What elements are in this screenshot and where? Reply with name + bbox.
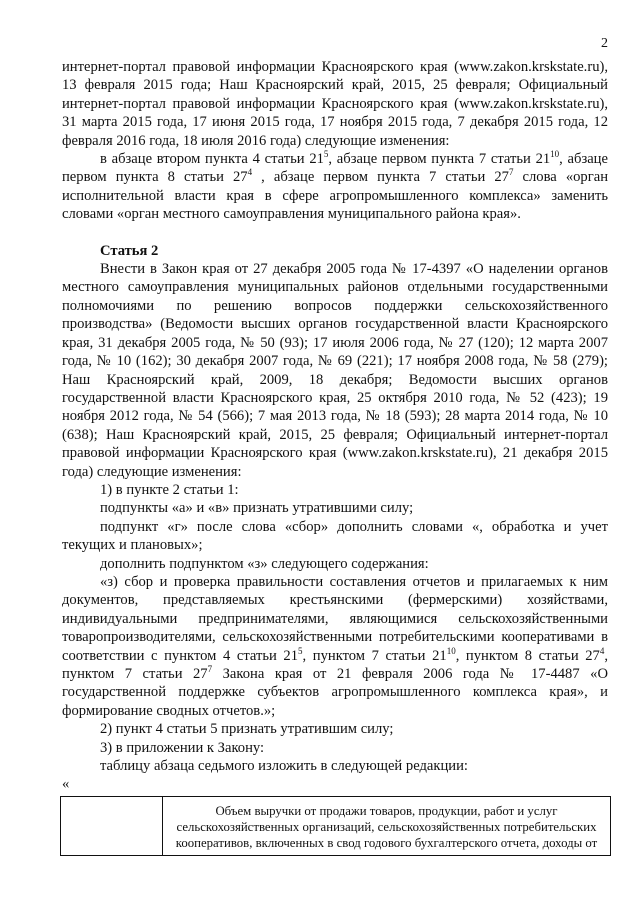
- document-body: [62, 58, 608, 856]
- table-cell-empty: [61, 796, 163, 855]
- table-intro: таблицу абзаца седьмого изложить в следующей редакции:: [100, 758, 468, 775]
- page-number: 2: [601, 36, 608, 51]
- item-2: 2) пункт 4 статьи 5 признать утратившим силу;: [100, 721, 394, 738]
- table-row: [61, 796, 611, 855]
- subitem-g: подпункт «г» после слова «сбор» дополнить словами «, обработка и учет текущих и плановых»;: [62, 518, 608, 554]
- article-intro-paragraph: Внести в Закон края от 27 декабря 2005 года № 17-4397 «О наделении органов местного самоуправления муниципальных районов отдельными государственными полномочиями по решению вопросов поддержки сельскохозяйственного производства» (Ведомости высших органов государственной власти Красноярского края, 31 декабря 2005 года, № 50 (93); 17 июля 2006 года, № 27 (120); 12 марта 2007 года, № 10 (162); 30 декабря 2007 года, № 69 (221); 17 ноября 2008 года, № 58 (279); Наш Красноярский край, 2009, 18 декабря; Ведомости высших органов государственной власти Красноярского края, 25 октября 2010 года, № 52 (423); 19 ноября 2012 года, № 54 (566); 7 мая 2013 года, № 18 (593); 28 марта 2014 года, № 10 (638); Наш Красноярский край, 2015, 25 февраля; Официальный интернет-портал правовой информации Красноярского края (www.zakon.krskstate.ru), 21 декабря 2015 года) следующие изменения:: [62, 261, 608, 480]
- subitem-a-v: подпункты «а» и «в» признать утратившими силу;: [100, 500, 414, 517]
- amendment-paragraph: в абзаце втором пункта 4 статьи $21^5$, абзаце первом пункта 7 статьи $21^{10}$, абзаце первом пункта 8 статьи $27^4$ , абзаце первом пункта 7 статьи $27^7$ слова «орган исполнительной власти края в сфере агропромышленного комплекса» заменить словами «орган местного самоуправления муниципального района края».: [62, 149, 609, 223]
- item-3: 3) в приложении к Закону:: [100, 739, 265, 756]
- intro-paragraph: интернет-портал правовой информации Красноярского края (www.zakon.krskstate.ru), 13 февраля 2015 года; Наш Красноярский край, 2015, 25 февраля; Официальный интернет-портал правовой информации Красноярского края (www.zakon.krskstate.ru), 31 марта 2015 года, 17 июня 2015 года, 17 ноября 2015 года, 7 декабря 2015 года, 12 февраля 2016 года, 18 июля 2016 года) следующие изменения:: [62, 59, 608, 149]
- table-cell-revenue-header: Объем выручки от продажи товаров, продукции, работ и услуг сельскохозяйственных организаций, сельскохозяйственных потребительских кооперативов, включенных в свод годового бухгалтерского отчета, доходы от: [163, 796, 611, 855]
- item-1: 1) в пункте 2 статьи 1:: [100, 481, 239, 498]
- quote-open: «: [62, 776, 70, 793]
- add-subitem-z: дополнить подпунктом «з» следующего содержания:: [100, 555, 429, 572]
- revenue-table: [60, 796, 611, 856]
- subitem-z-text: «з) сбор и проверка правильности составления отчетов и прилагаемых к ним документов, представляемых крестьянскими (фермерскими) хозяйствами, индивидуальными предпринимателями, являющимися сельскохозяйственными товаропроизводителями, сельскохозяйственными потребительскими кооперативами в соответствии с пунктом 4 статьи $21^5$, пунктом 7 статьи $21^{10}$, пунктом 8 статьи $27^4$, пунктом 7 статьи $27^7$ Закона края от 21 февраля 2006 года № 17-4487 «О государственной поддержке субъектов агропромышленного комплекса края», и формирование сводных отчетов.»;: [62, 573, 608, 719]
- article-title: Статья 2: [100, 242, 159, 259]
